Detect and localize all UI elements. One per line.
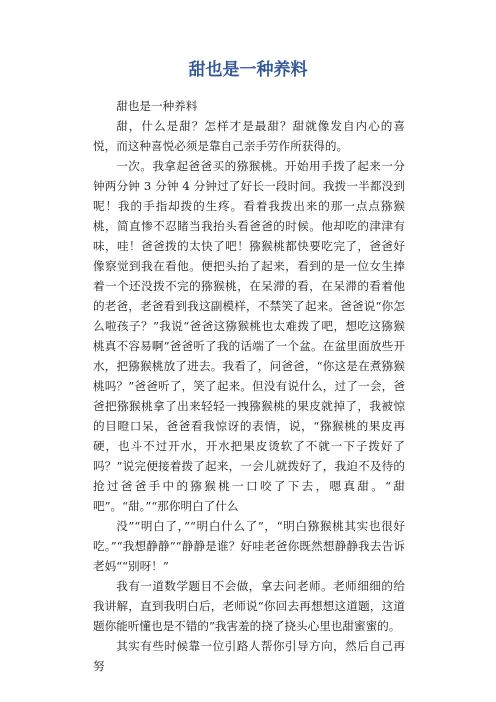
paragraph: 一次。我拿起爸爸买的猕猴桃。开始用手拨了起来一分钟两分钟 3 分钟 4 分钟过了好长一段时间。我拨一半都没到呢！我的手指却拨的生疼。看着我拨出来的那一点点猕猴桃，简直惨不忍睹当我抬头看爸爸的时候。他却吃的津津有味，哇！爸爸拨的太快了吧！猕猴桃都快要吃完了，爸爸好像察觉到我在看他。便把头抬了起来，看到的是一位女生捧着一个还没拨不完的猕猴桃，在呆滞的看，在呆滞的看着他的老爸，老爸看到我这副模样，不禁笑了起来。爸爸说“你怎么啦孩子？”我说“爸爸这猕猴桃也太难拨了吧，想吃这猕猴桃真不容易啊”爸爸听了我的话端了一个盆。在盆里面放些开水，把猕猴桃放了进去。我看了，问爸爸，“你这是在煮猕猴桃吗？”爸爸听了，笑了起来。但没有说什么，过了一会，爸爸把猕猴桃拿了出来轻轻一拽猕猴桃的果皮就掉了，我被惊的目瞪口呆，爸爸看我惊讶的表情，说，“猕猴桃的果皮再硬，也斗不过开水，开水把果皮烫软了不就一下子拨好了吗？”说完便接着拨了起来，一会儿就拨好了，我迫不及待的抢过爸爸手中的猕猴桃一口咬了下去，嗯真甜。“甜吧”。“甜。”“那你明白了什么 — [93, 159, 405, 513]
document-body — [93, 96, 405, 676]
paragraph: 我有一道数学题目不会做，拿去问老师。老师细细的给我讲解，直到我明白后，老师说“你回去再想想这道题，这道题你能听懂也是不错的”我害羞的挠了挠头心里也甜蜜蜜的。 — [93, 579, 405, 633]
paragraph: 没”“明白了，”“明白什么了”，“明白猕猴桃其实也很好吃。”“我想静静”“静静是谁？好哇老爸你既然想静静我去告诉老妈““别呀！” — [93, 519, 405, 573]
paragraph: 甜，什么是甜？怎样才是最甜？甜就像发自内心的喜悦，而这种喜悦必须是靠自己亲手劳作所获得的。 — [93, 119, 405, 153]
paragraph: 其实有些时候靠一位引路人帮你引导方向，然后自己再努 — [93, 639, 405, 673]
document-title: 甜也是一种养料 — [188, 60, 308, 80]
paragraph-subtitle: 甜也是一种养料 — [116, 99, 198, 113]
